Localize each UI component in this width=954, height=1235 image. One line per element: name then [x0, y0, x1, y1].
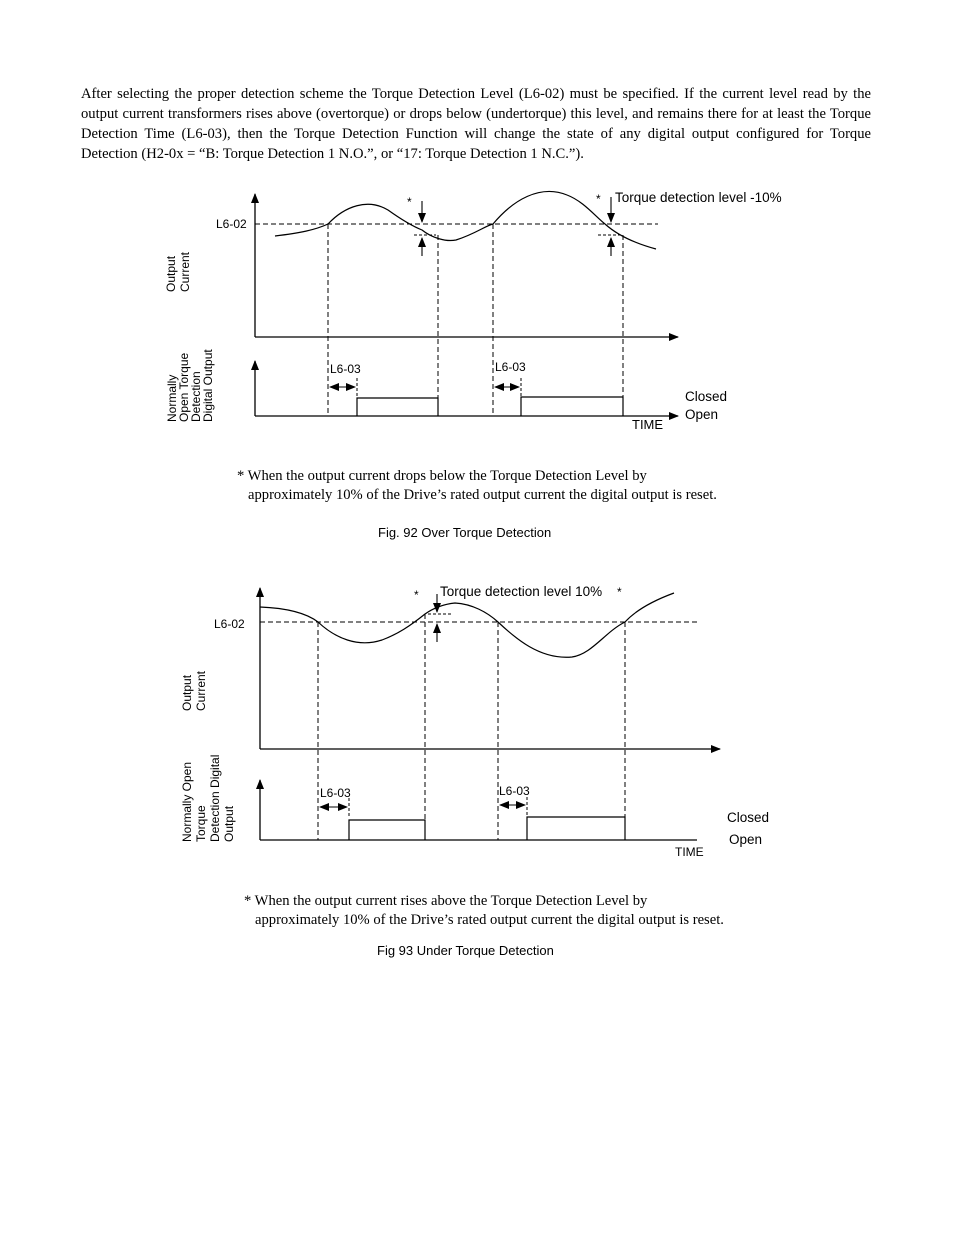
open-label: Open [729, 832, 763, 847]
closed-label: Closed [685, 389, 728, 404]
delay-label: L6-03 [330, 362, 361, 376]
under-torque-diagram [0, 575, 954, 865]
over-torque-diagram [0, 180, 954, 440]
hysteresis-label: Torque detection level 10% [440, 584, 603, 599]
asterisk: * [596, 192, 601, 206]
level-label: L6-02 [216, 217, 247, 231]
delay-label: L6-03 [499, 784, 530, 798]
current-waveform [260, 593, 674, 657]
time-label: TIME [632, 417, 664, 432]
asterisk: * [407, 195, 412, 209]
digital-output-pulse [349, 820, 425, 840]
hysteresis-label: Torque detection level -10% [615, 190, 782, 205]
asterisk: * [414, 588, 419, 602]
asterisk: * [617, 585, 622, 599]
current-axis-label: Output Current [180, 670, 208, 711]
delay-label: L6-03 [320, 786, 351, 800]
fig92-footnote: * When the output current drops below the Torque Detection Level by approximately 10% of the Drive’s rated output current the digital output is reset. [237, 468, 717, 503]
digital-axis-label: Normally Open Torque Detection Digital Output [180, 754, 236, 842]
delay-label: L6-03 [495, 360, 526, 374]
digital-output-pulse [357, 398, 438, 416]
level-label: L6-02 [214, 617, 245, 631]
digital-output-pulse [527, 817, 625, 840]
intro-paragraph: After selecting the proper detection scheme the Torque Detection Level (L6-02) must be specified. If the current level read by the output current transformers rises above (overtorque) or drops below (undertorque) this level, and remains there for at least the Torque Detection Time (L6-03), then the Torque Detection Function will change the state of any digital output configured for Torque Detection (H2-0x = “B: Torque Detection 1 N.O.”, or “17: Torque Detection 1 N.C.”). [81, 86, 871, 162]
fig93-caption: Fig 93 Under Torque Detection [377, 943, 554, 958]
fig92-caption: Fig. 92 Over Torque Detection [378, 525, 552, 540]
open-label: Open [685, 407, 719, 422]
fig93-footnote: * When the output current rises above the Torque Detection Level by approximately 10% of the Drive’s rated output current the digital output is reset. [244, 893, 724, 928]
closed-label: Closed [727, 810, 770, 825]
digital-output-pulse [521, 397, 623, 416]
time-label: TIME [675, 845, 704, 859]
current-axis-label: Output Current [164, 251, 192, 292]
digital-axis-label: Normally Open Torque Detection Digital Output [165, 349, 215, 422]
